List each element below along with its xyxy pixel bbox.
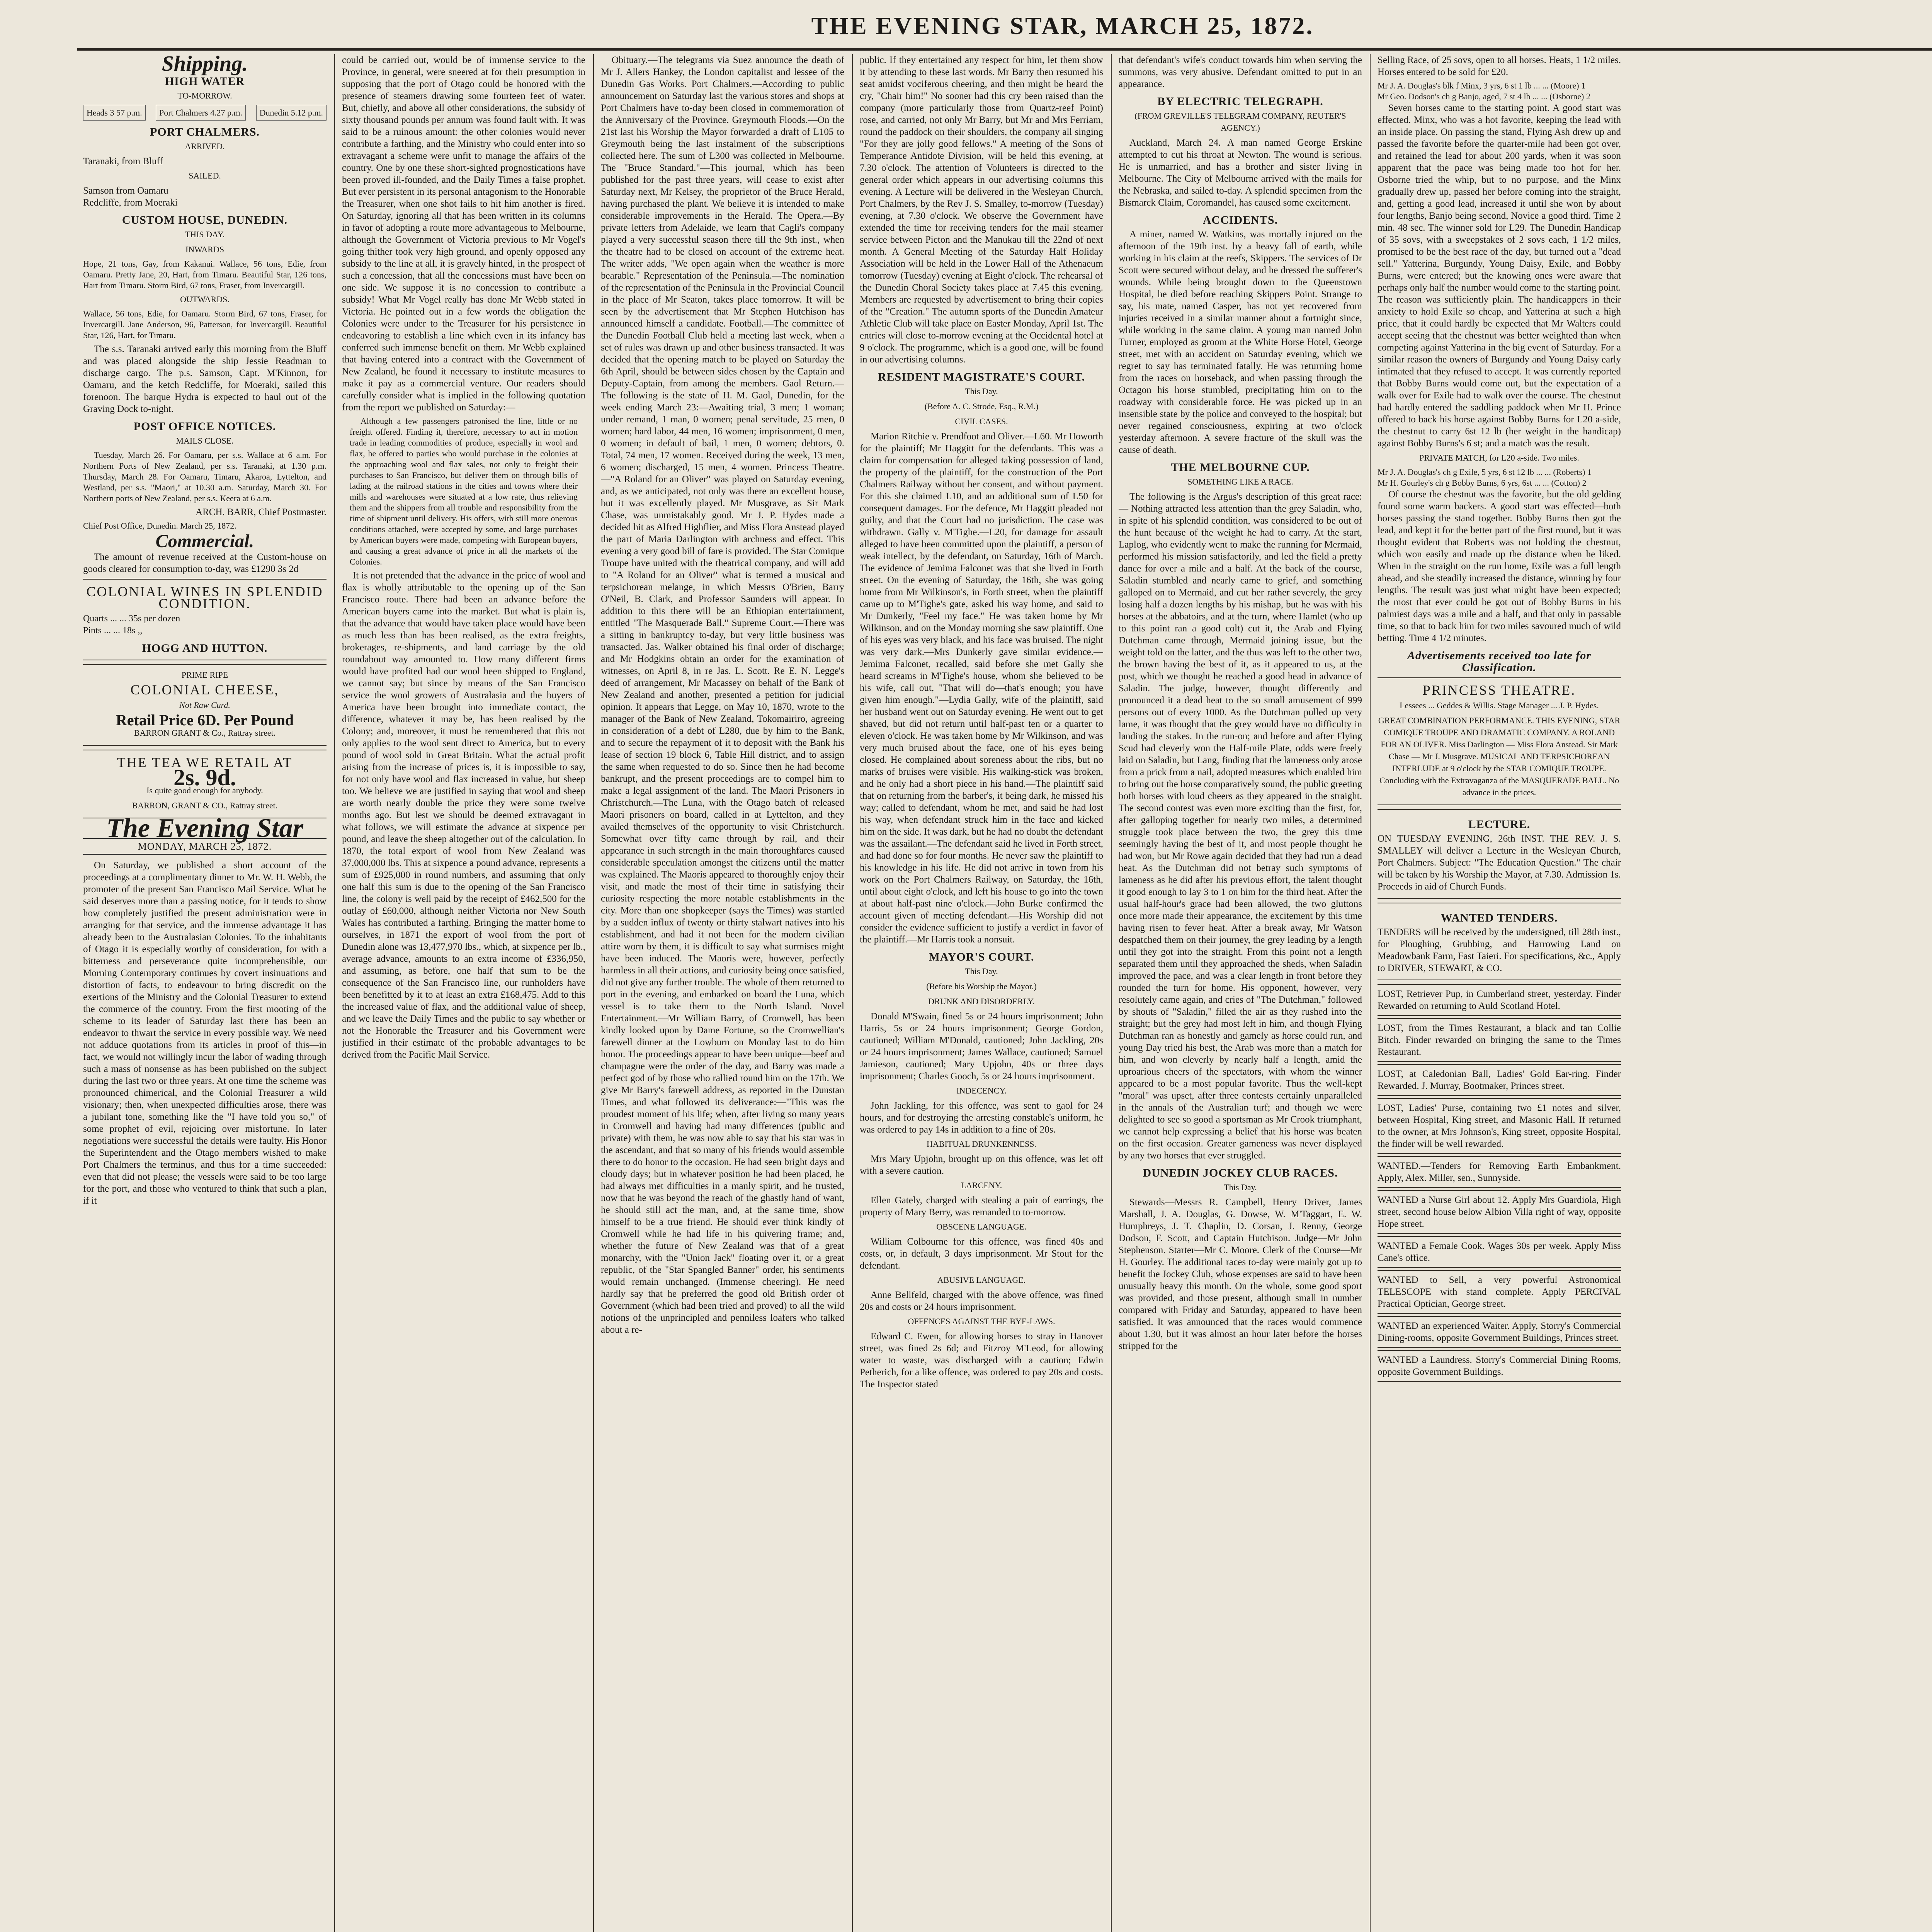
paper-dateline: MONDAY, MARCH 25, 1872. [83,838,327,855]
cheese-advert [83,664,327,746]
theatre-programme: GREAT COMBINATION PERFORMANCE. THIS EVENING, STAR COMIQUE TROUPE AND DRAMATIC COMPANY. A ROLAND FOR AN OLIVER. Miss Darlington — Miss Flora Anstead. Sir Mark Chase — Mr J. Musgrave. MUSICAL AND TERPSICHOREAN INTERLUDE at 9 o'clock by the STAR COMIQUE TROUPE. Concluding with the Extravaganza of the MASQUERADE BALL. No advance in the prices. [1378,716,1621,797]
to-morrow-label: TO-MORROW. [177,91,232,100]
column-rule [1111,54,1112,1932]
civil-cases-heading: CIVIL CASES. [955,417,1008,426]
mayors-court-before: (Before his Worship the Mayor.) [926,981,1037,991]
column-6 [1378,54,1621,1932]
lost-notice: LOST, at Caledonian Ball, Ladies' Gold Ear-ring. Finder Rewarded. J. Murray, Bootmaker, Princes street. [1378,1064,1621,1096]
telegraph-source: (FROM GREVILLE'S TELEGRAM COMPANY, REUTER'S AGENCY.) [1134,111,1346,133]
lecture-advert [1378,809,1621,899]
jockey-club-heading: DUNEDIN JOCKEY CLUB RACES. [1143,1167,1338,1179]
custom-house-heading: CUSTOM HOUSE, DUNEDIN. [122,214,288,226]
arrived-list: Taranaki, from Bluff [83,156,163,167]
commercial-heading: Commercial. [155,531,254,551]
outwards-heading: OUTWARDS. [180,294,230,304]
shipping-heading: Shipping. [162,54,248,76]
lecture-title: LECTURE. [1468,818,1531,831]
wanted-notice: WANTED an experienced Waiter. Apply, Storry's Commercial Dining-rooms, opposite Government Buildings, Princes street. [1378,1316,1621,1348]
column-rule [852,54,853,1932]
sailed-heading: SAILED. [189,171,221,180]
lost-notice: LOST, Retriever Pup, in Cumberland street, yesterday. Finder Rewarded on returning to Auld Scotland Hotel. [1378,984,1621,1016]
telegraph-text: Auckland, March 24. A man named George Erskine attempted to cut his throat at Newton. The wound is serious. He is unmarried, and has a brother and sister living in Melbourne. The City of Melbourne arrived with the mails for the Nebraska, and sailed to-day. A splendid specimen from the Bismarck Claim, Coromandel, has caused some excitement. [1119,138,1362,208]
wines-pints: Pints ... ... 18s ,, [83,626,143,636]
tide-table [83,105,327,121]
bylaws-text: Edward C. Ewen, for allowing horses to stray in Hanover street, was fined 2s 6d; and Fitzroy M'Leod, for allowing water to waste, was discharged with a caution; Edwin Petherich, for a like offence, was ordered to pay 20s and costs. The Inspector stated [860,1331,1103,1389]
tide-heads: Heads 3 57 p.m. [83,105,146,121]
tenders-title: WANTED TENDERS. [1440,912,1558,924]
cheese-firm: BARRON GRANT & Co., Rattray street. [134,728,276,738]
arrived-heading: ARRIVED. [185,141,225,151]
masthead-title: THE EVENING STAR, MARCH 25, 1872. [77,12,1932,51]
column-5 [1119,54,1362,1932]
high-water-heading: HIGH WATER [165,75,245,88]
paper-nameplate: The Evening Star [106,813,303,843]
sailed-list: Samson from Oamaru Redcliffe, from Moeraki [83,185,178,208]
tea-price: 2s. 9d. [173,765,236,790]
race-entry: Mr H. Gourley's ch g Bobby Burns, 6 yrs, 6st ... ... (Cotton) 2 [1378,478,1587,488]
rm-court-before: (Before A. C. Strode, Esq., R.M.) [924,401,1039,411]
column-rule [1370,54,1371,1932]
jockey-club-text: Stewards—Messrs R. Campbell, Henry Driver, James Marshall, J. A. Douglas, G. Dowse, W. M'Taggart, E. W. Humphreys, J. T. Chaplin, D. Corsan, J. Renny, George Dodson, F. Scott, and Captain Hutchison. Judge—Mr John Stephenson. Starter—Mr C. Moore. Clerk of the Course—Mr H. Gourley. The additional races to-day were mainly got up to benefit the Jockey Club, whose expenses are said to have been unusually heavy this month. On the whole, some good sport was provided, and those present, although small in number compared with Friday and Saturday, appeared to have been satisfied. It was announced that the races would commence about 1.30, but it was almost an hour later before the horses stripped for the [1119,1197,1362,1351]
indecency-heading: INDECENCY. [956,1086,1007,1095]
theatre-lessees: Lessees ... Geddes & Willis. Stage Manager ... J. P. Hydes. [1400,701,1599,710]
lost-notice: LOST, from the Times Restaurant, a black and tan Collie Bitch. Finder rewarded on bringing the same to the Times Restaurant. [1378,1018,1621,1062]
column-rule [334,54,335,1932]
race-entry: Mr J. A. Douglas's ch g Exile, 5 yrs, 6 st 12 lb ... ... (Roberts) 1 [1378,467,1592,477]
tea-subtitle: Is quite good enough for anybody. [146,786,263,795]
wanted-notice: WANTED a Laundress. Storry's Commercial Dining Rooms, opposite Government Buildings. [1378,1350,1621,1382]
leader-article: On Saturday, we published a short account of the proceedings at a complimentary dinner to Mr. W. H. Webb, the promoter of the present San Francisco Mail Service. What he said deserves more than a passing notice, for it tends to show how completely justified the present administration were in arranging for that service, and the immense advantage it has already been to the Australasian Colonies. To the inhabitants of Otago it is especially worthy of consideration, for with a bitterness and perseverance quite incomprehensible, our Morning Contemporary continues by covert insinuations and distortion of facts, to endeavour to bring discredit on the exertions of the Ministry and the Colonial Treasurer to extend the commerce of the country. From the first mooting of the scheme to its leader of Saturday last there has been an endeavor to thwart the service in every possible way. We need not adduce quotations from its articles in proof of this—in fact, we would not willingly incur the labor of wading through such a mass of nonsense as has been published on the subject during the last two or three years. At one time the scheme was pronounced chimerical, and the Colonial Treasurer a wild visionary; then, when unexpected difficulties arose, there was a jubilant tone, something like the "I have told you so," of some prophet of evil, rejoicing over misfortune. In later negotiations were successful the details were faulty. His Honor the Superintendent and the Otago members wished to make Port Chalmers the terminus, and thus for a time succeeded: even that did not please; the vessels were said to be too large for the port, and those who ventured to think that such a plan, if it [83,860,327,1206]
bylaws-heading: OFFENCES AGAINST THE BYE-LAWS. [908,1316,1055,1326]
mayors-court-day: This Day. [965,966,998,976]
larceny-heading: LARCENY. [961,1180,1002,1190]
tea-advert [83,750,327,818]
tide-port: Port Chalmers 4.27 p.m. [156,105,246,121]
telegraph-heading: BY ELECTRIC TELEGRAPH. [1157,95,1323,108]
mails-close-label: MAILS CLOSE. [176,436,234,446]
post-office-footer: Chief Post Office, Dunedin. March 25, 1872. [83,521,236,531]
cheese-head: PRIME RIPE [181,670,228,680]
outwards-list: Wallace, 56 tons, Edie, for Oamaru. Storm Bird, 67 tons, Fraser, for Invercargill. Jane Anderson, 96, Patterson, for Invercargill. Beautiful Star, 126, Hart, for Timaru. [83,309,327,340]
drunk-heading: DRUNK AND DISORDERLY. [928,997,1035,1006]
tea-title: THE TEA WE RETAIL AT [117,755,293,770]
leader-continued: could be carried out, would be of immense service to the Province, in general, were sneered at for their presumption in supposing that the port of Otago could be honored with the presence of steamers drawing some fourteen feet of water. But, chiefly, and above all other considerations, the subsidy of sixty thousand pounds per annum was found fault with. It was said to be a ruinous amount: the other colonies would never contribute a farthing, and the Ministry who could enter into so extravagant a scheme were unfit to manage the affairs of the country. One by one these short-sighted prognostications have been proved ill-founded, and the Daily Times a false prophet. But ever persistent in its personal antagonism to the Honorable the Treasurer, when one shot fails to hit him another is fired. On Saturday, ignoring all that has been written in its columns in favor of adopting a route more advantageous to Melbourne, although the Government of Victoria previous to Mr Vogel's going thither took very high ground, and openly opposed any subsidy to the line at all, it is gravely hinted, in the prospect of such a concession, that all the concessions must have been on one side. We suppose it is no concession to contribute a subsidy! What Mr Vogel really has done Mr Webb stated in Victoria. He pointed out in a few words the obligation the Colonies were under to the Treasurer for his persistence in endeavoring to establish a line which even in its infancy has conferred such immense benefit on them. Mr Webb explained that having entered into a contract with the Government of New Zealand, he found it necessary to institute measures to make it pay as a commercial venture. Our readers should carefully consider what is implied in the following quotation from the report we published on Saturday:— [342,55,585,413]
leader-quotation: Although a few passengers patronised the line, little or no freight offered. Finding it, therefore, necessary to act in motion trade in leading commodities of produce, especially in wool and flax, he offered to parties who would purchase in the colonies at the approaching wool and flax sales, not only to freight their purchases to San Francisco, but deliver them on through bills of lading at the railroad stations in the cities and towns where their mills and warehouses were situated at a low rate, thus relieving them and the shippers from all trouble and responsibility from the time of shipment until delivery. His offers, with still more onerous conditions attached, were accepted by some, and large purchases by American buyers were made, competing with European buyers, and causing a great advance of price in all the markets of the Colonies. [350,416,578,566]
jockey-club-day: This Day. [1224,1182,1257,1192]
late-advertisements-heading: Advertisements received too late for Classification. [1407,649,1591,674]
wanted-notice: WANTED to Sell, a very powerful Astronomical TELESCOPE with stand complete. Apply PERCIVAL Practical Optician, George street. [1378,1270,1621,1314]
cheese-subtitle: Not Raw Curd. [179,700,230,710]
race-entry: Mr J. A. Douglas's blk f Minx, 3 yrs, 6 st 1 lb ... ... (Moore) 1 [1378,81,1586,90]
habitual-heading: HABITUAL DRUNKENNESS. [927,1139,1036,1149]
column-rule [593,54,594,1932]
wines-firm: HOGG AND HUTTON. [142,642,268,655]
abusive-heading: ABUSIVE LANGUAGE. [937,1275,1026,1285]
bylaws-continued: that defendant's wife's conduct towards him when serving the summons, was very abusive. Defendant omitted to put in an appearance. [1119,55,1362,89]
inwards-heading: INWARDS [185,245,224,254]
this-day-label: THIS DAY. [185,230,225,239]
cheese-price: Retail Price 6D. Per Pound [116,711,294,729]
selling-race-report: Seven horses came to the starting point. A good start was effected. Minx, who was a hot favorite, keeping the lead with an inside place. On passing the stand, Flying Ash drew up and passed the favorite before the quarter-mile had been got over, and retained the lead for about 200 yards, when it was soon apparent that the pace was being made too hot for her. Osborne tried the whip, but to no purpose, and the Minx gradually drew up, passed her before coming into the straight, and, getting a good lead, increased it until she won by about four lengths, Banjo being second, Novice a good third. Time 2 min. 48 sec. The winner sold for L29. The Dunedin Handicap of 35 sovs, with a sweepstakes of 2 sovs each, 1 1/2 miles, promised to be the best race of the day, but turned out a "dead sell." Yatterina, Burgundy, Young Daisy, Exile, and Bobby Burns, were entered; but the knowing ones were aware that perhaps only half the number would come to the starting point. The reason was sufficiently plain. The handicappers in their anxiety to hold Exile so cheap, and Yatterina at such a high price, that it could hardly be expected that Mr Walters could accept seeing that the chestnut was better weighted than when competing against Yatterina in the big event of Saturday. For a similar reason the owners of Burgundy and Young Daisy early intimated that they refused to accept. It was currently reported that Bobby Burns would come out, but the expectation of a walk over for Exile had to walk over the course. The chestnut had hardly entered the saddling paddock when Mr H. Prince offered to back his horse against Bobby Burns for L20 a-side, the chestnut to carry 6st 12 lb (her weight in the handicap) against Bobby Burns's 6 st; and a match was the result. [1378,103,1621,449]
theatre-advert [1378,677,1621,805]
news-briefs-continued: public. If they entertained any respect for him, let them show it by attending to these last words. Mr Barry then resumed his seat amidst vociferous cheering, and then might be heard the cry, "Chair him!" No sooner had this cry been raised than the company (more particularly those from Quartz-reef Point) rose, and carried, not only Mr Barry, but Mr and Mrs Ferriam, round the paddock on their shoulders, the company all singing "For they are jolly good fellows." A meeting of the Sons of Temperance Antidote Division, will be held this evening, at 7.30 o'clock. The attention of Volunteers is directed to the general order which appears in our advertising columns this evening. A Lecture will be delivered in the Wesleyan Church, Port Chalmers, by the Rev J. S. Smalley, to-morrow (Tuesday) evening, at 7.30 o'clock. We observe the Government have extended the time for receiving tenders for the mail steamer service between Picton and the Manukau till the 22nd of next month. A General Meeting of the Saturday Half Holiday Association will be held in the Lower Hall of the Athenaeum tomorrow (Tuesday) evening at Eight o'clock. The rehearsal of the Dunedin Choral Society takes place at 7.45 this evening. Members are requested by advertisement to bring their copies of the "Creation." The autumn sports of the Dunedin Amateur Athletic Club will take place on Easter Monday, April 1st. The entries will close to-morrow evening at the Occidental hotel at 9 o'clock. The programme, which is a good one, will be found in our advertising columns. [860,55,1103,365]
inwards-list: Hope, 21 tons, Gay, from Kakanui. Wallace, 56 tons, Edie, from Oamaru. Pretty Jane, 20, Hart, from Timaru. Beautiful Star, 126 tons, Hart from Timaru. Storm Bird, 67 tons, Fraser, from Invercargill. [83,259,327,290]
mails-schedule: Tuesday, March 26. For Oamaru, per s.s. Wallace at 6 a.m. For Northern Ports of New Zealand, per s.s. Taranaki, at 1.30 p.m. Thursday, March 28. For Oamaru, Timaru, Akaroa, Lyttelton, and Westland, per s.s. "Maori," at 10.30 a.m. Saturday, March 30. For Northern ports of New Zealand, per s.s. Keera at 6 a.m. [83,450,327,503]
commercial-text: The amount of revenue received at the Custom-house on goods cleared for consumption to-day, was £1290 3s 2d [83,552,327,574]
accidents-heading: ACCIDENTS. [1202,214,1278,226]
postmaster-signature: ARCH. BARR, Chief Postmaster. [196,507,327,517]
melbourne-cup-subtitle: SOMETHING LIKE A RACE. [1187,477,1293,486]
melbourne-cup-heading: THE MELBOURNE CUP. [1171,461,1310,474]
leader-conclusion: It is not pretended that the advance in the price of wool and flax is wholly attributable to the opening up of the San Francisco route. There had been an advance before the American buyers came into the market. But what is plain is, that the advance that would have taken place would have been as much less than has been realised, as the extra freights, brokerages, re-shipments, and land carriage by the old roundabout way amounted to. How many different firms would have profited had our wool been shipped to England, we cannot say; but since by means of the San Francisco service the wool growers of Australasia and the buyers of America have been brought into immediate contact, the difference, whatever it may be, has been realised by the Colony; and, moreover, it must be remembered that this not only applies to the wool sent direct to America, but to every pound of wool sold in Great Britain. What the actual profit arising from the increase of prices is, it is impossible to say, for not only have wool and flax increased in value, but sheep too. We believe we are justified in saying that wool and sheep are worth nearly double the price they were some twelve months ago. But lest we should be deemed extravagant in what follows, we will estimate the advance at sixpence per pound, and leave the sheep altogether out of the calculation. In 1870, the total export of wool from New Zealand was 37,000,000 lbs. This at sixpence a pound advance, represents a sum of £925,000 in round numbers, and assuming that only one half this sum is due to the opening of the San Francisco line, the colony is well paid by the receipt of £462,500 for the outlay of £60,000, although neither Victoria nor New South Wales has contributed a farthing. Bringing the matter home to ourselves, in 1871 the export of wool from the port of Dunedin alone was 13,477,970 lbs., which, at sixpence per lb., average advance, amounts to an extra income of £336,950, and assuming, as before, one half that sum to be the consequence of the San Francisco line, our runholders have been benefitted by it to at least an extra £168,475. Add to this the increased value of flax, and the additional value of sheep, and we leave the Daily Times and the public to say whether or not the Honorable the Treasurer and his Government were justified in their estimate of the probable advantages to be derived from the Pacific Mail Service. [342,570,585,1060]
cheese-title: COLONIAL CHEESE, [130,682,279,697]
column-4 [860,54,1103,1932]
column-2 [342,54,585,1932]
indecency-text: John Jackling, for this offence, was sent to gaol for 24 hours, and for destroying the arresting constable's uniform, he was ordered to pay 14s in addition to a fine of 20s. [860,1100,1103,1135]
shipping-paragraph: The s.s. Taranaki arrived early this morning from the Bluff and was placed alongside the ship Jessie Readman to discharge cargo. The p.s. Samson, Capt. M'Kinnon, for Oamaru, and the ketch Redcliffe, for Moeraki, sailed this forenoon. The barque Hydra is expected to haul out of the Graving Dock to-night. [83,344,327,414]
habitual-text: Mrs Mary Upjohn, brought up on this offence, was let off with a severe caution. [860,1154,1103,1176]
wanted-notice: WANTED.—Tenders for Removing Earth Embankment. Apply, Alex. Miller, sen., Sunnyside. [1378,1156,1621,1188]
obscene-heading: OBSCENE LANGUAGE. [936,1222,1027,1231]
rm-court-day: This Day. [965,386,998,396]
wanted-notice: WANTED a Nurse Girl about 12. Apply Mrs Guardiola, High street, second house below Albion Villa right of way, opposite Hope street. [1378,1190,1621,1234]
larceny-text: Ellen Gately, charged with stealing a pair of earrings, the property of Mary Berry, was remanded to to-morrow. [860,1195,1103,1218]
column-1 [83,54,327,1932]
theatre-title: PRINCESS THEATRE. [1422,682,1576,698]
tea-firm: BARRON, GRANT & CO., Rattray street. [132,801,278,810]
news-briefs: Obituary.—The telegrams via Suez announce the death of Mr J. Allers Hankey, the London capitalist and lessee of the Dunedin Gas Works. Port Chalmers.—According to public announcement on Saturday last the various stores and shops at Port Chalmers have to-day been closed in commemoration of the Anniversary of the Province. Greymouth Floods.—On the 21st last his Worship the Mayor forwarded a draft of L105 to Greymouth being the last instalment of the subscriptions collected here. The sum of L300 was collected in Melbourne. The "Bruce Standard."—This journal, which has been published for the past three years, will cease to exist after Saturday next, Mr Kelsey, the proprietor of the Bruce Herald, having purchased the plant. We believe it is intended to make considerable improvements in the Herald. The Opera.—By private letters from Adelaide, we learn that Cagli's company played a very successful season there till the 9th inst., when the theatre had to be closed on account of the extreme heat. The writer adds, "We open again when the weather is more bearable." Representation of the Peninsula.—The nomination of the representation of the Peninsula in the Provincial Council in the place of Mr Seaton, takes place tomorrow. It will be seen by the advertisement that Mr Stephen Hutchison has announced himself a candidate. Football.—The committee of the Dunedin Football Club held a meeting last week, when a set of rules was drawn up and other business transacted. It was decided that the opening match to be played on Saturday the 6th April, should be between sides chosen by the Captain and Deputy-Captain, from among the members. Gaol Return.—The following is the state of H. M. Gaol, Dunedin, for the week ending March 23:—Awaiting trial, 3 men; 1 woman; under remand, 1 man, 0 women; penal servitude, 25 men, 0 women; hard labor, 44 men, 16 women; imprisonment, 0 men, 0 women; in default of bail, 1 men, 0 women; debtors, 0. Total, 74 men, 17 women. Received during the week, 13 men, 6 women; discharged, 15 men, 4 women. Princess Theatre.—"A Roland for an Oliver" was played on Saturday evening, and, as we anticipated, not only was there an excellent house, but it was excellently played. Mr Musgrave, as Sir Mark Chase, was unmistakably good. Mr J. P. Hydes made a decided hit as Alfred Highflier, and Miss Flora Anstead played the part of Maria Darlington with archness and effect. This evening a very good bill of fare is provided. The Star Comique Troupe have united with the theatrical company, and will add to "A Roland for an Oliver" what is termed a musical and terpsichorean melange, in which Messrs O'Brien, Barry O'Neil, B. Clark, and Professor Saunders will appear. In addition to this there will be an Ethiopian entertainment, entitled "The Masquerade Ball." Supreme Court.—There was a sitting in bankruptcy to-day, but very little business was transacted. Jas. Walker obtained his final order of discharge; and Mr Hodgkins obtain an order for the examination of witnesses, on April 8, in re Jas. L. Scott. Re E. N. Legge's deed of arrangement, Mr Macassey on behalf of the Bank of New Zealand and another, presented a petition for judicial opinion. It appears that Legge, on May 10, 1870, wrote to the manager of the Bank of New Zealand, Tokomairiro, agreeing in consideration of a debt of L280, due by him to the Bank, and to secure the repayment of it to deposit with the Bank his lease of section 19 block 6, Table Hill district, and to assign the same when requested to do so. Since then he had become bankrupt, and the present proceedings are to compel him to make a legal assignment of the land. The Maori Prisoners in Christchurch.—The Luna, with the Otago batch of released Maori prisoners on board, called in at Lyttelton, and they availed themselves of the opportunity to visit Christchurch. Somewhat over fifty came through by rail, and their appearance in such strength in the main thoroughfares caused considerable speculation amongst the citizens until the matter was explained. The Maoris appeared to thoroughly enjoy their visit, and made the most of their time in satisfying their curiosity respecting the more notable establishments in the city. More than one shopkeeper (says the Times) was startled by a sudden influx of twenty or thirty stalwart natives into his establishment, and had it not been for the modern civilian attire worn by them, it is difficult to say what surmises might have been induced. The Maoris were, however, perfectly harmless in all their actions, and curiosity being once satisfied, did not give any further trouble. The whole of them returned to port in the evening, and embarked on board the Luna, which vessel is to take them to the North Island. Novel Entertainment.—Mr William Barry, of Cromwell, has been kindly looked upon by Dame Fortune, so the Cromwellian's farewell dinner at the Lowburn on Monday last to do him honor. The proceedings appear to have been unique—beef and champagne were the order of the day, and Barry was made a perfect god of by those who rallied round him on the 17th. We give Mr Barry's farewell address, as reported in the Dunstan Times, and what followed its deliverance:—"This was the proudest moment of his life; when, after living so many years in Cromwell and having had many differences (public and private) with them, he was now able to say that his star was in the ascendant, and that so many of his friends would assemble there to do honor to the occasion. He had seen bright days and cloudy days; but in whatever position he had been placed, he had always met difficulties in a manly spirit, and he trusted, now that he was beyond the reach of the ghastly hand of want, he should still act the man, and, at the same time, show himself to be a true friend. He should ever think kindly of Cromwell while he had life in his quivering frame; and, whether the future of New Zealand was that of a great monarchy, with the "Union Jack" floating over it, or a great republic, of the "Star Spangled Banner" order, his sentiments would remain unchanged. (Immense cheering). He need hardly say that he preferred the good old British order of Government (which had been tried and proved) to all the wild notions of the unprincipled and penniless loafers who talked about a re- [601,55,844,1335]
tide-dunedin: Dunedin 5.12 p.m. [256,105,327,121]
port-chalmers-heading: PORT CHALMERS. [150,126,260,138]
rm-court-heading: RESIDENT MAGISTRATE'S COURT. [878,371,1085,383]
wanted-notice: WANTED a Female Cook. Wages 30s per week. Apply Miss Cane's office. [1378,1236,1621,1268]
lecture-text: ON TUESDAY EVENING, 26th INST. THE REV. J. S. SMALLEY will deliver a Lecture in the Wesleyan Church, Port Chalmers. Subject: "The Education Question." The chair will be taken by his Worship the Mayor, at 7.30. Admission 1s. Proceeds in aid of Church Funds. [1378,833,1621,892]
tenders-text: TENDERS will be received by the undersigned, till 28th inst., for Ploughing, Grubbing, and Harrowing Land on Meadowbank Farm, Fast Taieri. For specifications, &c., Apply to DRIVER, STEWART, & CO. [1378,927,1621,973]
lost-notice: LOST, Ladies' Purse, containing two £1 notes and silver, between Hospital, King street, and Masonic Hall. If returned to the owner, at Mrs Johnson's, King street, opposite Hospital, the finder will be well rewarded. [1378,1098,1621,1154]
race-entry: Mr Geo. Dodson's ch g Banjo, aged, 7 st 4 lb ... ... (Osborne) 2 [1378,92,1590,101]
melbourne-cup-text: The following is the Argus's description of this great race:— Nothing attracted less attention than the grey Saladin, who, in spite of his splendid condition, was considered to be out of the hunt because of the weight he had to carry. At the start, Laplog, who evidently went to make the running for Mermaid, performed his mission satisfactorily, and led the field a pretty dance for over a mile and a half. At the back of the course, Saladin stumbled and nearly came to grief, and something galloped on to Mermaid, and cut her rather severely, the grey losing half a dozen lengths by his mishap, but he was with his horses at the abbatoirs, and at the turn, where Hamlet (who up to this point ran a good colt) cut it, the Arab and Flying Dutchman came through, Mermaid joining issue, but the weight told on the latter, and the thus was left to the other two, the brown having the best of it, as it appeared to us, at the post, which we thought he reached a good head in advance of Saladin. The judge, however, thought differently and pronounced it a dead heat to the so small amusement of 999 persons out of every 1000. As the Dutchman pulled up very lame, it was thought that the grey would have no difficulty in landing the stakes. In the run-on; and before and after Flying Scud had cleverly won the Half-mile Plate, odds were freely laid on Saladin, but Lang, finding that the lameness only arose from a prick from a nail, adopted measures which enabled him to bring out the horse comparatively sound, the public greeting both horses with loud cheers as they appeared in the straight. The second contest was even more exciting than the first, for, after galloping together for nearly two miles, a determined struggle took place between the two, the grey this time seemingly having the best of it, and most people thought he had won, but Mr Rowe again decided that they had run a dead heat. As the Dutchman did not betray such symptoms of lameness as he did after his previous effort, the talent thought it good enough to lay 3 to 1 on him for the third heat. After the usual half-hour's grace had been allowed, the two gluttons once more made their appearance, the excitement by this time having risen to fever heat. After a break away, Mr Watson despatched them on their journey, the grey leading by a length until they got into the straight. From this point not a length separated them until they approached the sheds, when Saladin improved the pace, and was a clear length in front before they rounded the turn for home. His opponent, however, very resolutely came again, and cries of "The Dutchman," followed by shouts of "Saladin," filled the air as they rushed into the straight; but the grey had most left in him, and though Flying Dutchman ran as honestly and gamely as horse could run, and young Day tried his best, the Arab was more than a match for him, and won cleverly by nearly half a length, amid the uproarious cheers of the spectators, with whom the winner appeared to be a most popular favorite. Thus the well-kept "moral" was upset, after three contests certainly unparalleled in the annals of the Australian turf; and though we were delighted to see so good a sportsman as Mr Crook triumphant, we cannot help expressing a belief that his horse was beaten on the first occasion. Greater gameness was never displayed by any two horses that ever struggled. [1119,492,1362,1161]
wines-quarts: Quarts ... ... 35s per dozen [83,614,180,624]
selling-race-intro: Selling Race, of 25 sovs, open to all horses. Heats, 1 1/2 miles. Horses entered to be sold for £20. [1378,55,1621,77]
drunk-text: Donald M'Swain, fined 5s or 24 hours imprisonment; John Harris, 5s or 24 hours imprisonment; George Gordon, cautioned; William M'Donald, cautioned; John Jackling, 20s or 24 hours imprisonment; James Wallace, cautioned; Samuel Jamieson, cautioned; Mary Upjohn, 40s or three days imprisonment; Charles Gooch, 5s or 24 hours imprisonment. [860,1011,1103,1082]
private-match-heading: PRIVATE MATCH, for L20 a-side. Two miles. [1419,453,1579,463]
civil-cases-text: Marion Ritchie v. Prendfoot and Oliver.—L60. Mr Howorth for the plaintiff; Mr Haggitt for the defendants. This was a claim for compensation for alleged taking possession of land, the property of the plaintiff, for the construction of the Port Chalmers Railway without her consent, and without payment. For this she claimed L10, and an additional sum of L50 for consequent damages. For the defence, Mr Haggitt pleaded not guilty, and that the Court had no jurisdiction. The case was withdrawn. Gally v. M'Tighe.—L20, for damage for assault alleged to have been committed upon the plaintiff, a person of weak intellect, by the defendant, on Saturday, 16th of March. The evidence of Jemima Falconet was that she lived in Forth street. On the evening of Saturday, the 16th, she was going home from Mr Wilkinson's, in Forth street, when the plaintiff came up to M'Tighe's gate, asked his way home, and said to Mr Dunkerly, "Feel my face." He was taken home by Mr Wilkinson, and on the Monday morning she saw plaintiff. One of his eyes was very black, and his face was bruised. The night was very dark.—Mrs Dunkerly gave similar evidence.—Jemima Falconet, recalled, said before she met Gally she heard screams in M'Tighe's house, whom she believed to be his wife, call out, "That will do—that's enough; you have given him enough."—Lydia Gally, wife of the plaintiff, said her husband went out on Saturday evening. He went out to get shaved, but did not return until half-past ten or a quarter to eleven o'clock. He was taken home by Mr Wilkinson, and was very much bruised about the face, one of his eyes being closed. He complained about soreness about the ribs, but no marks of bruises were visible. His walking-stick was broken, and he only had a short piece in his hand.—The plaintiff said that on returning from the barber's, it being dark, he missed his way; called to defendant, whom he met, and said he had lost his way, when defendant struck him in the face and kicked him on the side. It was dark, but he had no doubt the defendant was the assailant.—The defendant said he lived in Forth street, and had done so for four months. He never saw the plaintiff to his knowledge in his life. He did not arrive in town from his work on the Port Chalmers Railway, on Saturday, the 16th, until about eight o'clock, and left his house to go into the town at about half-past nine o'clock.—John Burke confirmed the account given of meeting defendant.—His Worship did not consider the evidence sufficient to justify a verdict in favor of the plaintiff.—Mr Harris took a nonsuit. [860,431,1103,945]
wines-title: COLONIAL WINES IN SPLENDID CONDITION. [86,584,323,611]
accidents-text: A miner, named W. Watkins, was mortally injured on the afternoon of the 19th inst. by a heavy fall of earth, while working in his claim at the reefs, Skippers. The services of Dr Scott were secured without delay, and he dressed the sufferer's wounds. While being brought down to the Queenstown Hospital, he died before reaching Skippers Point. Strange to say, his mate, named Casper, has not yet recovered from injuries received in a similar manner about a fortnight since, while working in the same claim. A young man named John Turner, employed as groom at the White Horse Hotel, George street, met with an accident on Saturday evening, which we regret to say has terminated fatally. He was returning home from the races on horseback, and when passing through the Octagon his horse stumbled, precipitating him on to the roadway with considerable force. He was picked up in an insensible state by the police and conveyed to the hospital; but never regained consciousness, expiring at two o'clock yesterday afternoon. A severe fracture of the skull was the cause of death. [1119,229,1362,455]
column-3 [601,54,844,1932]
obscene-text: William Colbourne for this offence, was fined 40s and costs, or, in default, 3 days imprisonment. Mr Stout for the defendant. [860,1236,1103,1271]
wines-advert [83,579,327,660]
abusive-text: Anne Bellfeld, charged with the above offence, was fined 20s and costs or 24 hours imprisonment. [860,1290,1103,1312]
post-office-heading: POST OFFICE NOTICES. [133,420,276,433]
tenders-advert [1378,903,1621,980]
private-match-report: Of course the chestnut was the favorite, but the old gelding found some warm backers. A good start was effected—both horses passing the stand together. Bobby Burns then got the lead, and kept it for the better part of the first round, but it was thought evident that Roberts was not holding the chestnut, which won easily and made up the distance when he liked. When in the straight on the run home, Exile was a full length ahead, and she steadily increased the distance, winning by four lengths. The result was just what might have been expected; the most that ever could be got out of Bobby Burns in his palmiest days was a mile and a half, and that only in passable time, so that to back him for two miles savoured much of wild betting. Time 4 1/2 minutes. [1378,489,1621,643]
mayors-court-heading: MAYOR'S COURT. [929,951,1034,963]
